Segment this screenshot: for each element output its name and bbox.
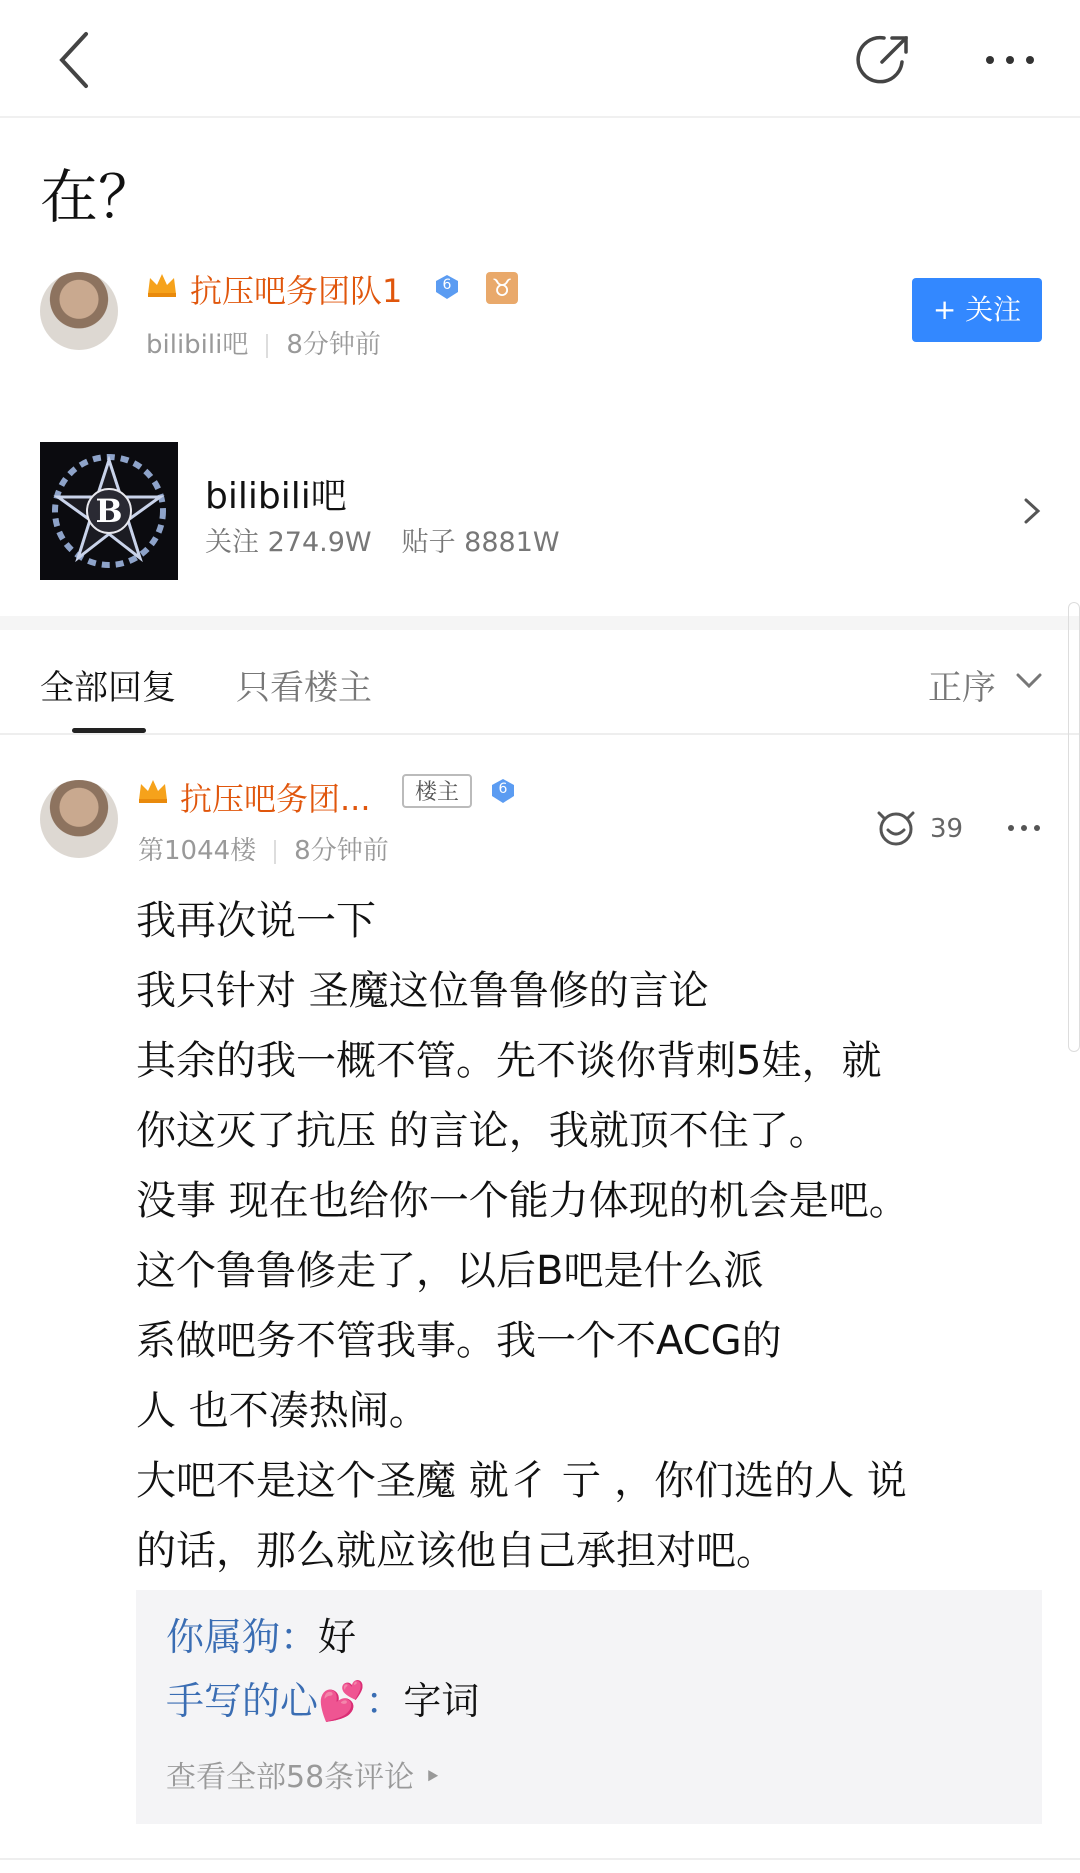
reply-line: 我再次说一下 xyxy=(136,898,376,944)
sub-comment: 你属狗：好 xyxy=(166,1615,357,1659)
view-all-comments-link[interactable]: 查看全部58条评论 ‣ xyxy=(166,1760,442,1795)
reply-avatar[interactable] xyxy=(40,780,118,858)
sub-comments[interactable] xyxy=(136,1590,1042,1824)
chevron-right-icon[interactable] xyxy=(1016,496,1046,526)
divider xyxy=(274,840,276,864)
comment-text: 字词 xyxy=(403,1679,480,1723)
reply-line: 大吧不是这个圣魔 就彳 亍 ，你们选的人 说 xyxy=(136,1458,907,1504)
level-badge-icon: 6 xyxy=(432,272,462,302)
sub-comment: 手写的心💕：字词 xyxy=(166,1679,480,1723)
reply-author-name[interactable]: 抗压吧务团... xyxy=(180,780,371,818)
scrollbar[interactable] xyxy=(1068,602,1080,1052)
reply-line: 这个鲁鲁修走了，以后B吧是什么派 xyxy=(136,1248,764,1294)
reply-line: 系做吧务不管我事。我一个不ACG的 xyxy=(136,1318,782,1364)
top-bar xyxy=(0,0,1080,118)
more-icon[interactable] xyxy=(1004,818,1044,838)
author-name[interactable]: 抗压吧务团队1 xyxy=(190,272,403,310)
reply-line: 的话，那么就应该他自己承担对吧。 xyxy=(136,1528,776,1574)
author-forum: bilibili吧 xyxy=(146,330,249,360)
sort-dropdown[interactable]: 正序 xyxy=(928,668,996,708)
reply-line: 人 也不凑热闹。 xyxy=(136,1388,429,1434)
reply-meta xyxy=(138,830,389,867)
forum-stats xyxy=(205,520,560,559)
forum-logo-letter: B xyxy=(95,492,123,530)
zodiac-badge: ♉ xyxy=(486,272,518,304)
more-icon[interactable] xyxy=(978,40,1042,80)
divider xyxy=(266,334,268,358)
divider xyxy=(0,1858,1080,1860)
reply-line: 其余的我一概不管。先不谈你背刺5娃，就 xyxy=(136,1038,882,1084)
forum-name[interactable]: bilibili吧 xyxy=(205,476,347,517)
tab-op-only[interactable]: 只看楼主 xyxy=(236,668,372,708)
crown-icon xyxy=(136,776,170,804)
comment-user[interactable]: 你属狗 xyxy=(166,1615,281,1659)
post-title: 在？ xyxy=(40,163,157,231)
forum-posts: 贴子 8881W xyxy=(401,527,560,558)
author-meta xyxy=(146,324,381,361)
level-badge-icon: 6 xyxy=(488,776,518,806)
chevron-left-icon[interactable] xyxy=(48,28,108,92)
reply-line: 没事 现在也给你一个能力体现的机会是吧。 xyxy=(136,1178,909,1224)
follow-button[interactable]: + 关注 xyxy=(912,278,1042,342)
reply-content xyxy=(136,886,1036,1586)
share-icon[interactable] xyxy=(852,28,916,92)
tab-all-replies[interactable]: 全部回复 xyxy=(40,668,176,708)
forum-followers: 关注 274.9W xyxy=(205,527,372,558)
like-count: 39 xyxy=(930,814,964,844)
reply-line: 我只针对 圣魔这位鲁鲁修的言论 xyxy=(136,968,709,1014)
reply-floor: 第1044楼 xyxy=(138,836,257,866)
forum-logo[interactable] xyxy=(40,442,178,580)
divider xyxy=(0,733,1080,735)
like-icon[interactable] xyxy=(876,810,916,848)
author-avatar[interactable] xyxy=(40,272,118,350)
reply-line: 你这灭了抗压 的言论，我就顶不住了。 xyxy=(136,1108,829,1154)
section-divider xyxy=(0,616,1080,630)
reply-time: 8分钟前 xyxy=(294,836,389,866)
op-tag: 楼主 xyxy=(402,774,472,808)
comment-text: 好 xyxy=(318,1615,357,1659)
comment-user[interactable]: 手写的心💕 xyxy=(166,1679,366,1723)
post-time: 8分钟前 xyxy=(286,330,381,360)
chevron-down-icon[interactable] xyxy=(1014,670,1044,692)
crown-icon xyxy=(145,270,179,298)
